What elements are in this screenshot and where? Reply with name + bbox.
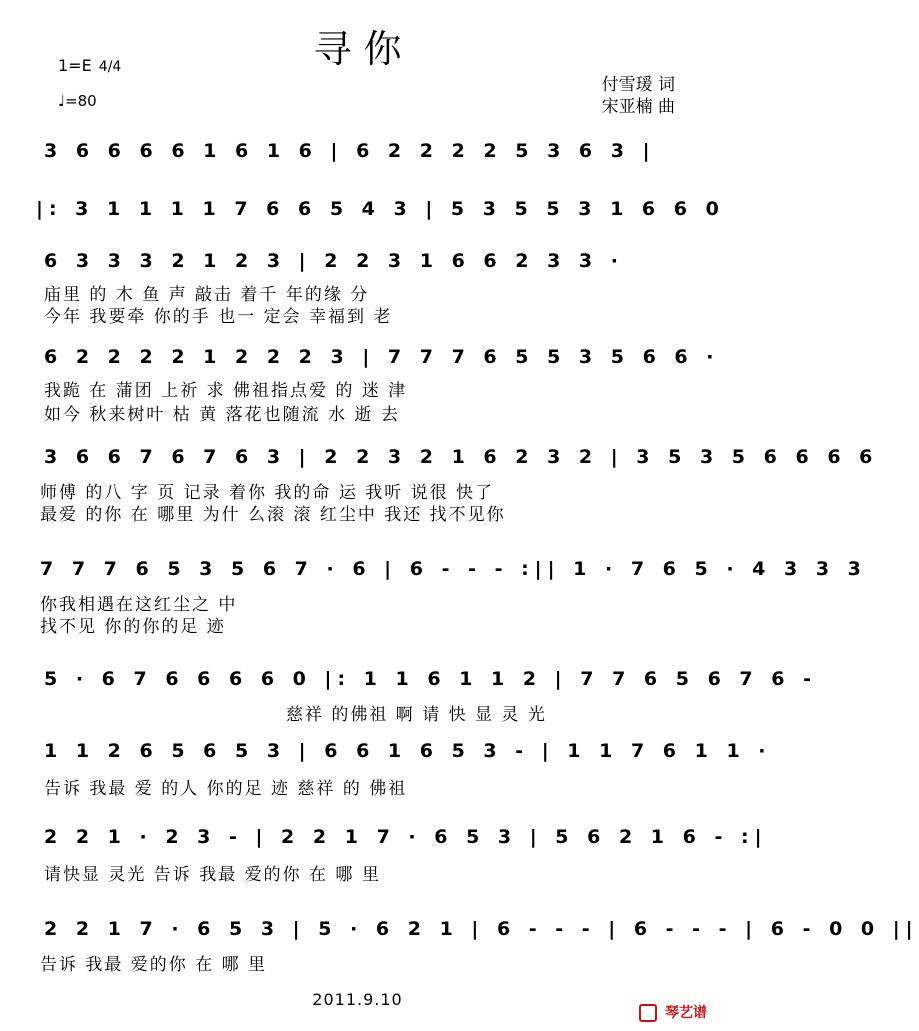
- staff-line-9-notes: 2 2 1 · 2 3 - | 2 2 1 7 · 6 5 3 | 5 6 2 1 6 - :|: [44, 826, 768, 848]
- staff-line-6-notes: 7 7 7 6 5 3 5 6 7 · 6 | 6 - - - :|| 1 · 7 6 5 · 4 3 3 3: [40, 558, 867, 580]
- date-stamp: 2011.9.10: [312, 990, 403, 1009]
- staff-line-3-lyric-2: 今年 我要牵 你的手 也一 定会 幸福到 老: [44, 307, 393, 327]
- watermark-logo: [639, 1002, 707, 1022]
- staff-line-10-lyric-1: 告诉 我最 爱的你 在 哪 里: [40, 955, 268, 975]
- staff-line-3-lyric-1: 庙里 的 木 鱼 声 敲击 着千 年的缘 分: [44, 285, 370, 305]
- staff-line-5-lyric-2: 最爱 的你 在 哪里 为什 么滚 滚 红尘中 我还 找不见你: [40, 505, 506, 525]
- staff-line-4-lyric-1: 我跪 在 蒲团 上祈 求 佛祖指点爱 的 迷 津: [44, 381, 408, 401]
- key-signature: [58, 56, 121, 75]
- staff-line-5-lyric-1: 师傅 的八 字 页 记录 着你 我的命 运 我听 说很 快了: [40, 483, 495, 503]
- staff-line-3-notes: 6 3 3 3 2 1 2 3 | 2 2 3 1 6 6 2 3 3 ·: [44, 250, 624, 272]
- staff-line-5-notes: 3 6 6 7 6 7 6 3 | 2 2 3 2 1 6 2 3 2 | 3 5 3 5 6 6 6 6: [44, 446, 879, 468]
- staff-line-8-lyric-1: 告诉 我最 爱 的人 你的足 迹 慈祥 的 佛祖: [44, 779, 408, 799]
- staff-line-1-notes: 3 6 6 6 6 1 6 1 6 | 6 2 2 2 2 5 3 6 3 |: [44, 140, 656, 162]
- time-signature: 4/4: [98, 59, 122, 75]
- tempo-marking: ♩=80: [58, 92, 97, 110]
- staff-line-4-notes: 6 2 2 2 2 1 2 2 2 3 | 7 7 7 6 5 5 3 5 6 6 ·: [44, 346, 720, 368]
- lyricist-credit: 付雪瑗 词: [601, 75, 675, 95]
- staff-line-8-notes: 1 1 2 6 5 6 5 3 | 6 6 1 6 5 3 - | 1 1 7 6 1 1 ·: [44, 740, 772, 762]
- logo-icon: [639, 1004, 657, 1022]
- staff-line-9-lyric-1: 请快显 灵光 告诉 我最 爱的你 在 哪 里: [44, 865, 381, 885]
- composer-credit: 宋亚楠 曲: [601, 97, 675, 117]
- song-title: 寻 你: [313, 27, 402, 71]
- staff-line-6-lyric-1: 你我相遇在这红尘之 中: [40, 595, 238, 615]
- staff-line-10-notes: 2 2 1 7 · 6 5 3 | 5 · 6 2 1 | 6 - - - | 6 - - - | 6 - 0 0 ||: [44, 918, 919, 940]
- staff-line-4-lyric-2: 如今 秋来树叶 枯 黄 落花也随流 水 逝 去: [44, 405, 400, 425]
- staff-line-6-lyric-2: 找不见 你的你的足 迹: [40, 617, 226, 637]
- staff-line-2-notes: |: 3 1 1 1 1 7 6 6 5 4 3 | 5 3 5 5 3 1 6 6 0: [36, 198, 725, 220]
- key-label: 1=E: [58, 56, 92, 75]
- staff-line-7-lyric-1: 慈祥 的佛祖 啊 请 快 显 灵 光: [286, 705, 547, 725]
- staff-line-7-notes: 5 · 6 7 6 6 6 6 0 |: 1 1 6 1 1 2 | 7 7 6 5 6 7 6 -: [44, 668, 817, 690]
- watermark-text: 琴艺谱: [665, 1005, 707, 1021]
